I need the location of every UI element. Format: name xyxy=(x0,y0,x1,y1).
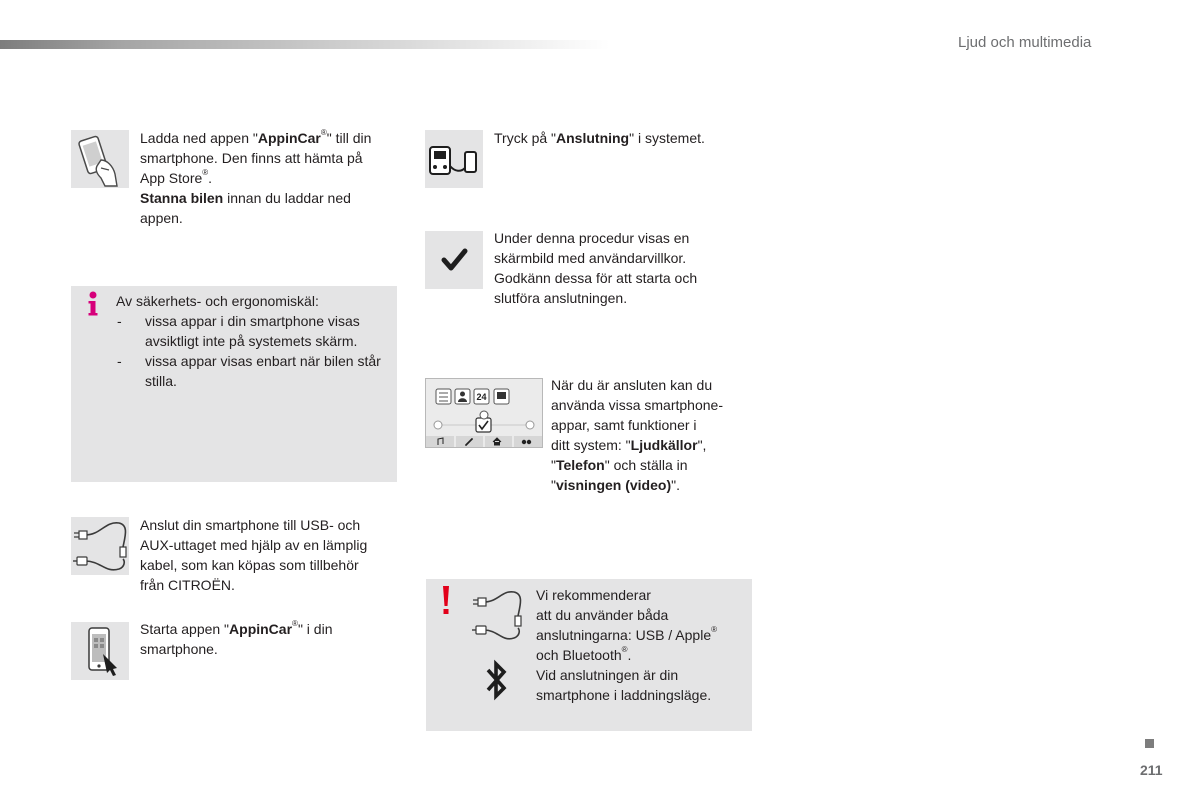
connected-features-text: När du är ansluten kan du använda vissa smartphone- appar, samt funktioner i ditt system: "Ljudkällor", "Telefon" och ställa in "visningen (video)". xyxy=(551,377,723,493)
screen-24-label: 24 xyxy=(476,392,487,402)
usb-cable-icon xyxy=(470,588,526,644)
safety-info-text: Av säkerhets- och ergonomiskäl: - vissa appar i din smartphone visas avsiktligt inte på systemets skärm. - vissa appar visas enbart när bilen står stilla. xyxy=(116,291,394,391)
exclamation-icon xyxy=(440,586,452,616)
start-app-text: Starta appen "AppinCar®" i din smartphone. xyxy=(140,619,333,657)
tap-app-icon xyxy=(71,622,129,680)
recommendation-text: Vi rekommenderar att du använder båda anslutningarna: USB / Apple® och Bluetooth®. Vid anslutningen är din smartphone i laddningsläge. xyxy=(536,587,718,703)
download-app-text: Ladda ned appen "AppinCar®" till din smartphone. Den finns att hämta på App Store®. Stanna bilen innan du laddar ned appen. xyxy=(140,128,372,226)
list-item: - vissa appar i din smartphone visas avsiktligt inte på systemets skärm. xyxy=(117,313,360,349)
info-icon xyxy=(86,290,100,318)
head-unit-phone-connection-icon xyxy=(425,130,483,188)
page-number: 211 xyxy=(1140,762,1163,778)
header-gradient-bar xyxy=(0,40,610,49)
list-item: - vissa appar visas enbart när bilen står stilla. xyxy=(117,353,381,389)
checkmark-icon xyxy=(425,231,483,289)
bluetooth-icon xyxy=(484,658,510,704)
usb-aux-cable-icon xyxy=(71,517,129,575)
page-marker xyxy=(1145,739,1154,748)
section-title: Ljud och multimedia xyxy=(958,34,1092,51)
system-screen-thumbnail xyxy=(425,378,543,448)
smartphone-in-hand-icon xyxy=(71,130,129,188)
connect-cable-text: Anslut din smartphone till USB- och AUX-uttaget med hjälp av en lämplig kabel, som kan köpas som tillbehör från CITROËN. xyxy=(140,517,368,593)
accept-terms-text: Under denna procedur visas en skärmbild med användarvillkor. Godkänn dessa för att starta och slutföra anslutningen. xyxy=(494,230,698,306)
connection-text: Tryck på "Anslutning" i systemet. xyxy=(494,130,705,146)
